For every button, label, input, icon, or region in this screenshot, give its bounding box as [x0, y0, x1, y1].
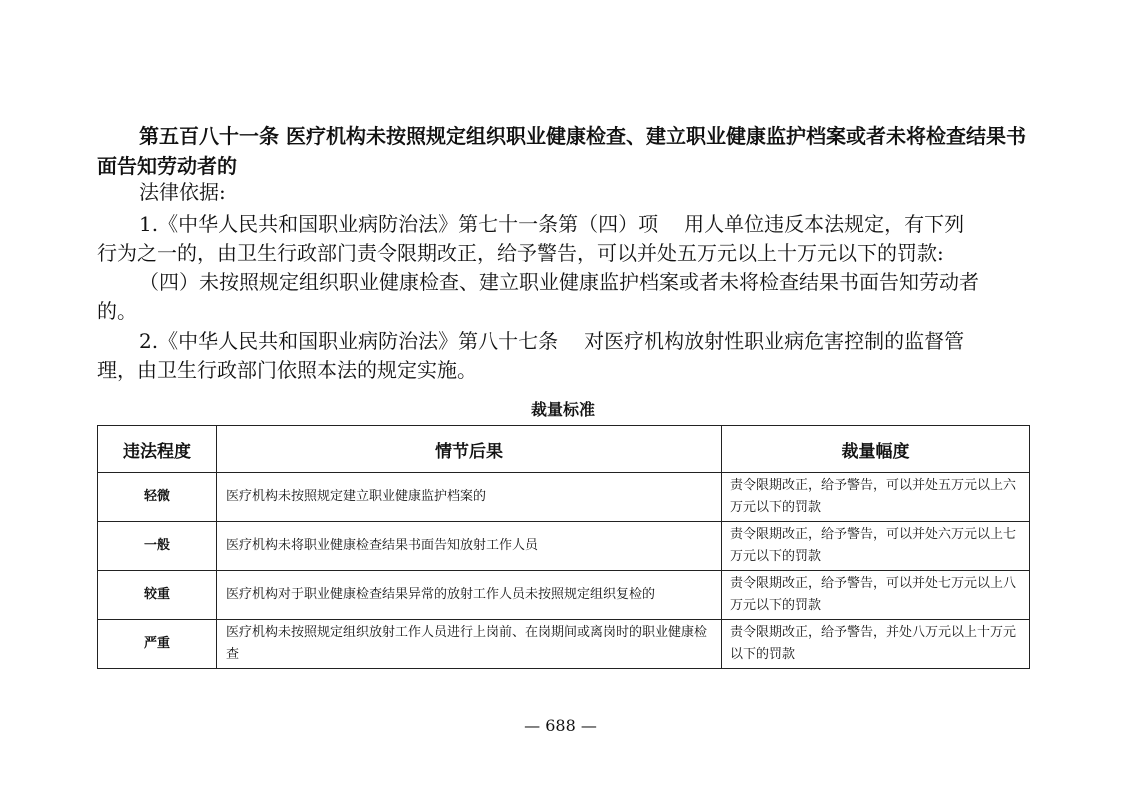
page-number: — 688 —: [524, 716, 597, 735]
row-range: 责令限期改正，给予警告，可以并处五万元以上六万元以下的罚款: [722, 473, 1030, 522]
row-level: 较重: [98, 571, 217, 620]
legal-basis-item-2-source: 2.《中华人民共和国职业病防治法》第八十七条: [139, 329, 559, 353]
legal-basis-item-1-line-1: [139, 210, 1074, 239]
row-facts: 医疗机构未按照规定建立职业健康监护档案的: [217, 473, 722, 522]
header-penalty-range: 裁量幅度: [722, 426, 1030, 473]
row-facts: 医疗机构对于职业健康检查结果异常的放射工作人员未按照规定组织复检的: [217, 571, 722, 620]
table-row: [98, 522, 1030, 571]
row-level: 严重: [98, 620, 217, 669]
row-facts: 医疗机构未将职业健康检查结果书面告知放射工作人员: [217, 522, 722, 571]
legal-basis-item-2-line-2: 理，由卫生行政部门依照本法的规定实施。: [97, 358, 477, 382]
legal-basis-item-1-text-a: 用人单位违反本法规定，有下列: [684, 212, 965, 236]
row-range: 责令限期改正，给予警告，并处八万元以上十万元以下的罚款: [722, 620, 1030, 669]
legal-basis-item-2-text-a: 对医疗机构放射性职业病危害控制的监督管: [584, 329, 965, 353]
table-header-row: [98, 426, 1030, 473]
article-title: 第五百八十一条 医疗机构未按照规定组织职业健康检查、建立职业健康监护档案或者未将检查结果书面告知劳动者的: [97, 124, 1026, 178]
row-range: 责令限期改正，给予警告，可以并处七万元以上八万元以下的罚款: [722, 571, 1030, 620]
header-circumstances: 情节后果: [217, 426, 722, 473]
legal-basis-item-1-source: 1.《中华人民共和国职业病防治法》第七十一条第（四）项: [139, 212, 659, 236]
legal-basis-item-1-line-2: 行为之一的，由卫生行政部门责令限期改正，给予警告，可以并处五万元以上十万元以下的罚款:: [97, 241, 944, 265]
table-row: [98, 473, 1030, 522]
table-caption: 裁量标准: [530, 400, 595, 419]
row-range: 责令限期改正，给予警告，可以并处六万元以上七万元以下的罚款: [722, 522, 1030, 571]
header-violation-level: 违法程度: [98, 426, 217, 473]
legal-basis-label: 法律依据:: [139, 180, 226, 204]
row-level: 轻微: [98, 473, 217, 522]
table-row: [98, 571, 1030, 620]
legal-basis-item-1-sub-line-2: 的。: [97, 299, 137, 323]
discretion-standard-table: [97, 425, 1030, 669]
legal-basis-item-2-line-1: [139, 327, 1074, 356]
table-row: [98, 620, 1030, 669]
legal-basis-item-1-sub-line-1: （四）未按照规定组织职业健康检查、建立职业健康监护档案或者未将检查结果书面告知劳动者: [139, 270, 979, 294]
row-level: 一般: [98, 522, 217, 571]
row-facts: 医疗机构未按照规定组织放射工作人员进行上岗前、在岗期间或离岗时的职业健康检查: [217, 620, 722, 669]
